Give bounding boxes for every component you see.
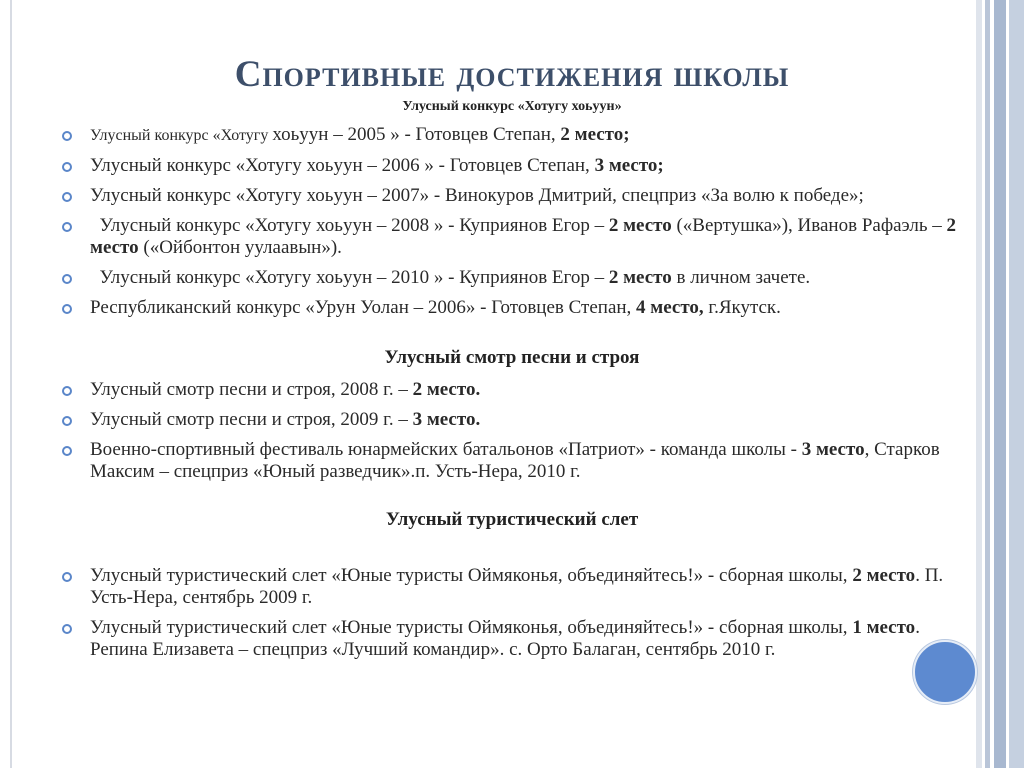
bullet-icon: [62, 274, 72, 284]
section-heading-tourist-rally: Улусный туристический слет: [385, 509, 639, 530]
list-item: Улусный смотр песни и строя, 2009 г. – 3 место.: [62, 409, 962, 431]
slide-title: Спортивные достижения школы: [234, 54, 790, 95]
bullet-icon: [62, 162, 72, 172]
bullet-icon: [62, 572, 72, 582]
bullet-icon: [62, 446, 72, 456]
list-item: Улусный конкурс «Хотугу хоьуун – 2005 » - Готовцев Степан, 2 место;: [62, 124, 962, 147]
list-item: Улусный конкурс «Хотугу хоьуун – 2008 » - Куприянов Егор – 2 место («Вертушка»), Иванов Рафаэль – 2 место («Ойбонтон уулаавын»).: [62, 215, 962, 259]
achievements-list-contests: [62, 124, 962, 319]
right-decorative-stripes: [976, 0, 1024, 768]
slide-content: [62, 124, 962, 669]
bullet-icon: [62, 222, 72, 232]
bullet-icon: [62, 131, 72, 141]
list-item: Республиканский конкурс «Урун Уолан – 2006» - Готовцев Степан, 4 место, г.Якутск.: [62, 297, 962, 319]
bullet-icon: [62, 304, 72, 314]
list-item: Улусный конкурс «Хотугу хоьуун – 2010 » - Куприянов Егор – 2 место в личном зачете.: [62, 267, 962, 289]
list-item: Улусный смотр песни и строя, 2008 г. – 2 место.: [62, 379, 962, 401]
achievements-list-tourist-rally: [62, 565, 962, 661]
achievements-list-song-review: [62, 379, 962, 483]
list-item: Улусный конкурс «Хотугу хоьуун – 2007» - Винокуров Дмитрий, спецприз «За волю к победе»;: [62, 185, 962, 207]
section-heading-song-review: Улусный смотр песни и строя: [384, 347, 640, 368]
list-item: Улусный туристический слет «Юные туристы Оймяконья, объединяйтесь!» - сборная школы, 1 место. Репина Елизавета – спецприз «Лучший командир». с. Орто Балаган, сентябрь 2010 г.: [62, 617, 962, 661]
slide-subtitle: Улусный конкурс «Хотугу хоьуун»: [402, 99, 622, 114]
left-frame-line: [10, 0, 12, 768]
bullet-icon: [62, 416, 72, 426]
bullet-icon: [62, 624, 72, 634]
bullet-icon: [62, 386, 72, 396]
list-item: Улусный туристический слет «Юные туристы Оймяконья, объединяйтесь!» - сборная школы, 2 место. П. Усть-Нера, сентябрь 2009 г.: [62, 565, 962, 609]
decorative-circle: [913, 640, 977, 704]
list-item: Улусный конкурс «Хотугу хоьуун – 2006 » - Готовцев Степан, 3 место;: [62, 155, 962, 177]
bullet-icon: [62, 192, 72, 202]
list-item: Военно-спортивный фестиваль юнармейских батальонов «Патриот» - команда школы - 3 место, Старков Максим – спецприз «Юный разведчик».п. Усть-Нера, 2010 г.: [62, 439, 962, 483]
